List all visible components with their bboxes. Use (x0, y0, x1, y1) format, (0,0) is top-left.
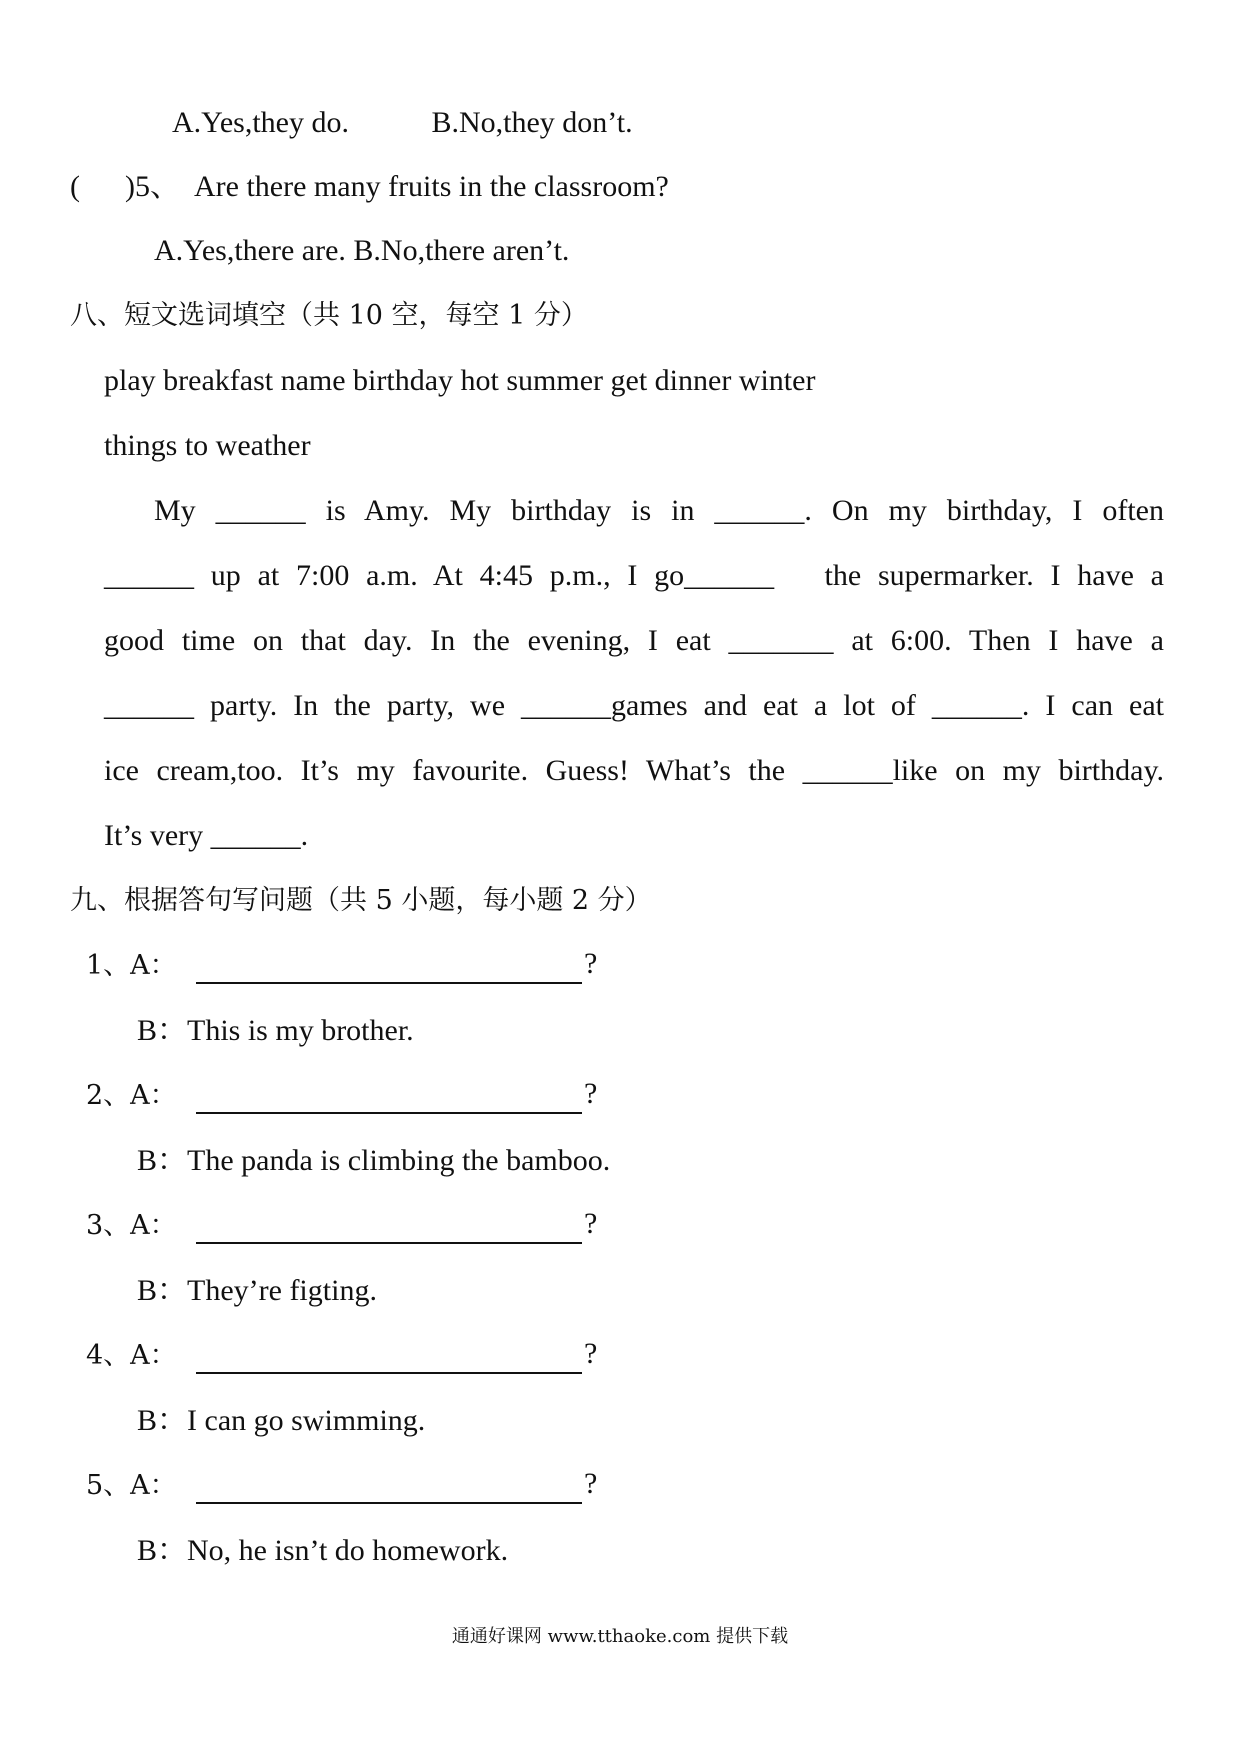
answer-text: B：The panda is climbing the bamboo. (137, 1144, 611, 1177)
item-number: 1、A： (86, 950, 177, 981)
passage-line-6: It’s very ______. (104, 819, 309, 852)
passage-text: ice cream,too. It’s my favourite. Guess! What’s the ______like on my birthday. (104, 754, 1164, 787)
item-number: 5、A： (86, 1470, 177, 1501)
passage-line-3 (104, 624, 1164, 658)
item-number: 3、A： (86, 1210, 177, 1241)
item-number: 4、A： (86, 1340, 177, 1371)
answer-text: B：This is my brother. (137, 1014, 414, 1047)
page-footer: 通通好课网 www.tthaoke.com 提供下载 (451, 1626, 789, 1647)
answer-blank[interactable] (196, 982, 582, 984)
answer-blank[interactable] (196, 1112, 582, 1114)
answer-text: B：I can go swimming. (137, 1404, 426, 1437)
question-mark: ? (584, 1337, 598, 1370)
q5-options: A.Yes,there are. B.No,there aren’t. (154, 234, 570, 267)
answer-blank[interactable] (196, 1242, 582, 1244)
q5-paren: ( )5、 (70, 170, 180, 203)
item-number: 2、A： (86, 1080, 177, 1111)
passage-line-1 (154, 494, 1164, 528)
word-bank-line-1: play breakfast name birthday hot summer get dinner winter (104, 364, 816, 397)
question-mark: ? (584, 1467, 598, 1500)
passage-text: My ______ is Amy. My birthday is in ______. On my birthday, I often (154, 494, 1164, 527)
passage-text: ______ up at 7:00 a.m. At 4:45 p.m., I go______ the supermarker. I have a (104, 559, 1164, 592)
passage-line-4 (104, 689, 1164, 723)
answer-blank[interactable] (196, 1372, 582, 1374)
answer-text: B：No, he isn’t do homework. (137, 1534, 509, 1567)
q5-question: Are there many fruits in the classroom? (194, 170, 669, 203)
question-mark: ? (584, 1207, 598, 1240)
word-bank-line-2: things to weather (104, 429, 311, 462)
passage-text: good time on that day. In the evening, I eat _______ at 6:00. Then I have a (104, 624, 1164, 657)
answer-blank[interactable] (196, 1502, 582, 1504)
passage-line-2 (104, 559, 1164, 593)
section8-title: 八、短文选词填空（共 10 空，每空 1 分） (70, 300, 588, 331)
q4-options: A.Yes,they do. B.No,they don’t. (172, 106, 633, 139)
question-mark: ? (584, 947, 598, 980)
passage-text: ______ party. In the party, we ______games and eat a lot of ______. I can eat (104, 689, 1164, 722)
passage-line-5 (104, 754, 1164, 788)
section9-title: 九、根据答句写问题（共 5 小题，每小题 2 分） (70, 885, 652, 916)
question-mark: ? (584, 1077, 598, 1110)
answer-text: B：They’re figting. (137, 1274, 377, 1307)
